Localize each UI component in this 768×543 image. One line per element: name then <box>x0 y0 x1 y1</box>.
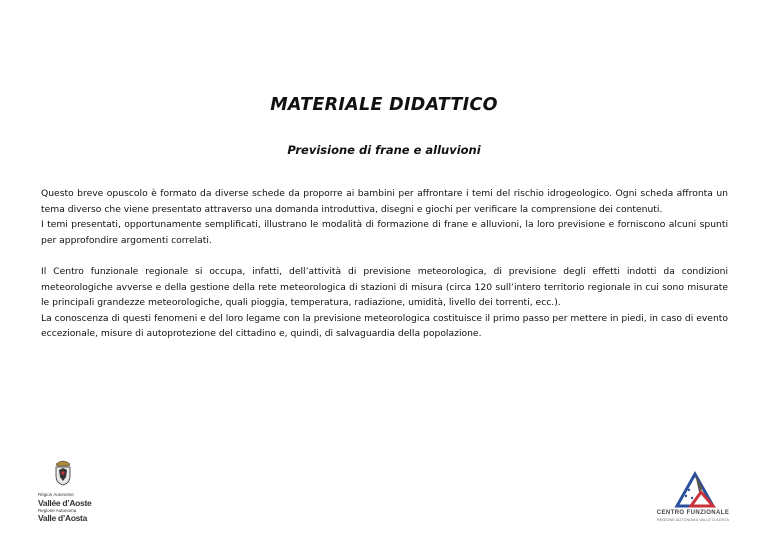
region-logo <box>36 458 96 524</box>
paragraph-centre: Il Centro funzionale regionale si occupa, infatti, dell’attività di previsione meteorologica, di previsione degli effetti indotti da condizioni meteorologiche avverse e della gestione della rete meteorologica di stazioni di misura (circa 120 sull’intero territorio regionale in cui sono misurate le principali grandezze meteorologiche, quali pioggia, temperatura, radiazione, umidità, livello dei torrenti, ecc.). <box>41 265 728 309</box>
paragraph-topics: I temi presentati, opportunamente semplificati, illustrano le modalità di formazione di frane e alluvioni, la loro previsione e forniscono alcuni spunti per approfondire argomenti correlati. <box>41 219 728 246</box>
document-subtitle: Previsione di frane e alluvioni <box>287 143 481 157</box>
document-title: MATERIALE DIDATTICO <box>270 95 498 115</box>
region-name-it: Valle d’Aosta <box>38 513 88 523</box>
mountain-triangle-icon <box>673 470 717 508</box>
document-body <box>41 186 728 342</box>
centro-funzionale-name: CENTRO FUNZIONALE <box>656 510 730 516</box>
region-name-fr-small: Région Autonome <box>38 492 74 497</box>
centro-funzionale-logo <box>648 470 738 526</box>
paragraph-intro: Questo breve opuscolo è formato da diverse schede da proporre ai bambini per affrontare i temi del rischio idrogeologico. Ogni scheda affronta un tema diverso che viene presentato attraverso una domanda introduttiva, disegni e giochi per verificare la comprensione dei contenuti. <box>41 188 728 215</box>
centro-funzionale-subtitle: REGIONE AUTONOMA VALLE D’AOSTA <box>656 518 730 522</box>
region-name-fr: Vallée d’Aoste <box>38 498 92 508</box>
region-name-it-small: Regione Autonoma <box>38 508 77 513</box>
paragraph-knowledge: La conoscenza di questi fenomeni e del loro legame con la previsione meteorologica costituisce il primo passo per mettere in piedi, in caso di evento eccezionale, misure di autoprotezione del cittadino e, quindi, di salvaguardia della popolazione. <box>41 312 728 340</box>
region-crest-icon <box>52 458 74 486</box>
